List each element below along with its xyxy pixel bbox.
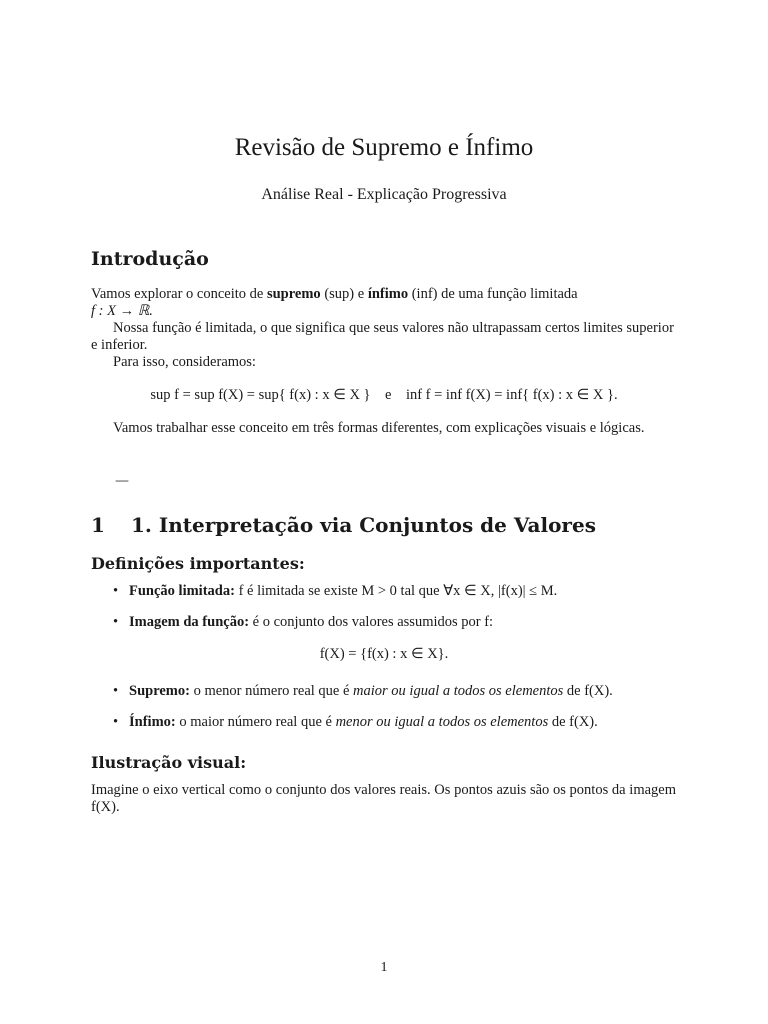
bullet-dot-icon: •: [113, 583, 119, 599]
bullet-imagem-funcao: [113, 614, 493, 631]
infimo-term: ínfimo: [367, 286, 409, 302]
sup-inf-display-equation: sup f = sup f(X) = sup{ f(x) : x ∈ X } e inf f = inf f(X) = inf{ f(x) : x ∈ X }.: [150, 387, 618, 403]
intro-p1-text-a: Vamos explorar o conceito de: [91, 286, 267, 302]
bullet-emphasis: menor ou igual a todos os elementos: [335, 714, 549, 730]
supremo-term: supremo: [266, 286, 321, 302]
bullet-emphasis: maior ou igual a todos os elementos: [353, 683, 564, 699]
separator-dash: —: [115, 473, 129, 489]
intro-paragraph-2: Nossa função é limitada, o que significa que seus valores não ultrapassam certos limites superior e inferior.: [91, 320, 674, 353]
bullet-funcao-limitada: [113, 583, 557, 600]
bullet-dot-icon: •: [113, 683, 119, 699]
intro-paragraph-4: Vamos trabalhar esse conceito em três formas diferentes, com explicações visuais e lógicas.: [113, 420, 645, 436]
bullet-text: f é limitada se existe M > 0 tal que ∀x ∈ X, |f(x)| ≤ M.: [234, 583, 558, 599]
bullet-label: Ínfimo:: [129, 714, 176, 730]
bullet-text-b: de f(X).: [548, 714, 598, 730]
visual-illustration-text: Imagine o eixo vertical como o conjunto dos valores reais. Os pontos azuis são os pontos da imagem f(X).: [91, 782, 676, 815]
bullet-label: Função limitada:: [129, 583, 235, 599]
section-1-title: 1. Interpretação via Conjuntos de Valores: [131, 513, 596, 537]
bullet-text-a: o menor número real que é: [189, 683, 354, 699]
bullet-label: Supremo:: [129, 683, 190, 699]
section-1-heading: [91, 513, 596, 537]
definitions-heading: Definições importantes:: [91, 554, 305, 573]
intro-paragraph-1: [91, 286, 676, 320]
bullet-infimo: [113, 714, 598, 731]
bullet-supremo: [113, 683, 613, 700]
bullet-text-b: de f(X).: [563, 683, 613, 699]
document-title: Revisão de Supremo e Ínfimo: [234, 134, 534, 161]
intro-p1-math: f : X → ℝ.: [91, 303, 153, 319]
bullet-text: é o conjunto dos valores assumidos por f:: [249, 614, 494, 630]
document-subtitle: Análise Real - Explicação Progressiva: [261, 186, 507, 203]
bullet-text-a: o maior número real que é: [175, 714, 336, 730]
bullet-dot-icon: •: [113, 614, 119, 630]
intro-p1-text-b: (sup) e: [320, 286, 368, 302]
section-1-number: 1: [91, 513, 105, 537]
intro-p1-text-c: (inf) de uma função limitada: [408, 286, 578, 302]
intro-heading: Introdução: [91, 248, 209, 270]
bullet-dot-icon: •: [113, 714, 119, 730]
bullet-label: Imagem da função:: [129, 614, 250, 630]
image-set-equation: f(X) = {f(x) : x ∈ X}.: [319, 646, 449, 662]
intro-paragraph-3: Para isso, consideramos:: [113, 354, 256, 370]
page-number: 1: [380, 960, 388, 975]
visual-illustration-heading: Ilustração visual:: [91, 753, 247, 772]
